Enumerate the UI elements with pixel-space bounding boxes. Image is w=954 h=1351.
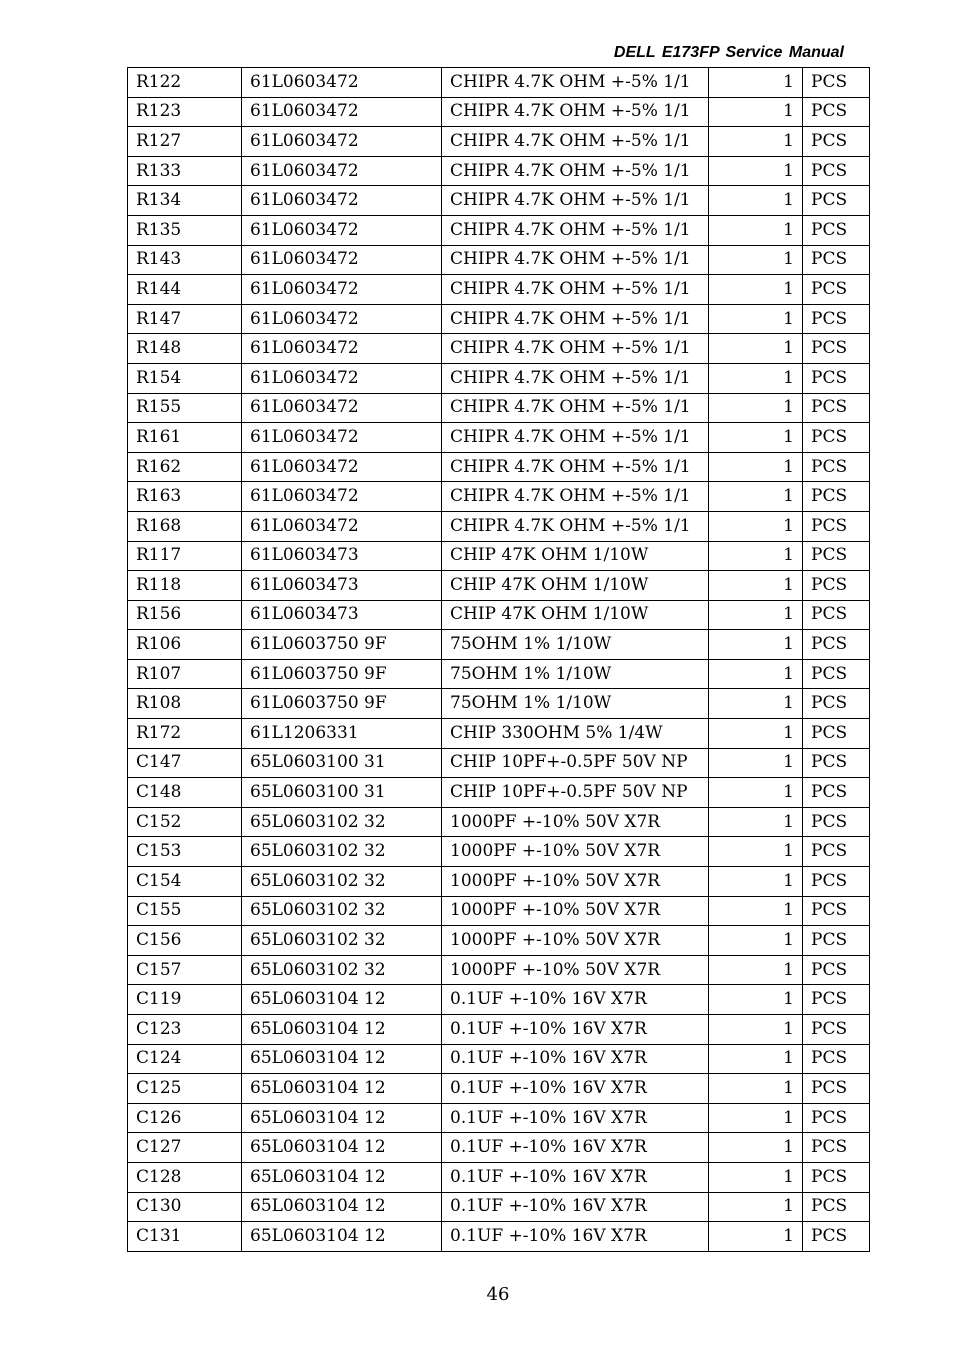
description-cell: 1000PF +-10% 50V X7R [442, 807, 709, 837]
description-cell: 1000PF +-10% 50V X7R [442, 867, 709, 897]
ref-designator-cell: C155 [128, 896, 242, 926]
unit-cell: PCS [803, 1133, 870, 1163]
ref-designator-cell: C125 [128, 1074, 242, 1104]
part-number-cell: 61L0603473 [242, 541, 442, 571]
unit-cell: PCS [803, 867, 870, 897]
ref-designator-cell: C128 [128, 1162, 242, 1192]
part-number-cell: 61L0603750 9F [242, 659, 442, 689]
unit-cell: PCS [803, 719, 870, 749]
ref-designator-cell: R134 [128, 186, 242, 216]
table-row [128, 68, 870, 98]
ref-designator-cell: C153 [128, 837, 242, 867]
description-cell: 0.1UF +-10% 16V X7R [442, 1192, 709, 1222]
description-cell: 1000PF +-10% 50V X7R [442, 955, 709, 985]
part-number-cell: 61L0603472 [242, 156, 442, 186]
unit-cell: PCS [803, 275, 870, 305]
description-cell: CHIPR 4.7K OHM +-5% 1/1 [442, 511, 709, 541]
description-cell: 0.1UF +-10% 16V X7R [442, 1133, 709, 1163]
quantity-cell: 1 [709, 1133, 803, 1163]
unit-cell: PCS [803, 304, 870, 334]
ref-designator-cell: R127 [128, 127, 242, 157]
unit-cell: PCS [803, 541, 870, 571]
unit-cell: PCS [803, 245, 870, 275]
quantity-cell: 1 [709, 926, 803, 956]
quantity-cell: 1 [709, 1222, 803, 1252]
table-row [128, 363, 870, 393]
ref-designator-cell: C152 [128, 807, 242, 837]
unit-cell: PCS [803, 1162, 870, 1192]
description-cell: CHIP 10PF+-0.5PF 50V NP [442, 778, 709, 808]
parts-list-table [127, 67, 870, 1252]
description-cell: 0.1UF +-10% 16V X7R [442, 1222, 709, 1252]
part-number-cell: 61L0603472 [242, 423, 442, 453]
quantity-cell: 1 [709, 689, 803, 719]
table-row [128, 1015, 870, 1045]
table-row [128, 985, 870, 1015]
description-cell: CHIPR 4.7K OHM +-5% 1/1 [442, 156, 709, 186]
part-number-cell: 61L0603473 [242, 571, 442, 601]
table-row [128, 511, 870, 541]
quantity-cell: 1 [709, 1074, 803, 1104]
unit-cell: PCS [803, 363, 870, 393]
description-cell: 0.1UF +-10% 16V X7R [442, 985, 709, 1015]
description-cell: CHIP 47K OHM 1/10W [442, 600, 709, 630]
ref-designator-cell: C127 [128, 1133, 242, 1163]
part-number-cell: 61L0603472 [242, 68, 442, 98]
ref-designator-cell: C131 [128, 1222, 242, 1252]
unit-cell: PCS [803, 1015, 870, 1045]
quantity-cell: 1 [709, 423, 803, 453]
part-number-cell: 65L0603104 12 [242, 1162, 442, 1192]
quantity-cell: 1 [709, 215, 803, 245]
unit-cell: PCS [803, 1074, 870, 1104]
part-number-cell: 61L0603472 [242, 127, 442, 157]
quantity-cell: 1 [709, 1044, 803, 1074]
part-number-cell: 61L0603750 9F [242, 689, 442, 719]
description-cell: CHIPR 4.7K OHM +-5% 1/1 [442, 68, 709, 98]
table-row [128, 837, 870, 867]
table-row [128, 156, 870, 186]
ref-designator-cell: R123 [128, 97, 242, 127]
description-cell: 75OHM 1% 1/10W [442, 630, 709, 660]
ref-designator-cell: R172 [128, 719, 242, 749]
unit-cell: PCS [803, 896, 870, 926]
description-cell: CHIPR 4.7K OHM +-5% 1/1 [442, 393, 709, 423]
quantity-cell: 1 [709, 630, 803, 660]
description-cell: CHIPR 4.7K OHM +-5% 1/1 [442, 245, 709, 275]
part-number-cell: 61L0603472 [242, 452, 442, 482]
table-row [128, 1192, 870, 1222]
quantity-cell: 1 [709, 719, 803, 749]
quantity-cell: 1 [709, 186, 803, 216]
part-number-cell: 65L0603102 32 [242, 896, 442, 926]
part-number-cell: 65L0603104 12 [242, 985, 442, 1015]
part-number-cell: 61L1206331 [242, 719, 442, 749]
ref-designator-cell: C148 [128, 778, 242, 808]
description-cell: 0.1UF +-10% 16V X7R [442, 1162, 709, 1192]
quantity-cell: 1 [709, 68, 803, 98]
description-cell: 1000PF +-10% 50V X7R [442, 926, 709, 956]
quantity-cell: 1 [709, 837, 803, 867]
unit-cell: PCS [803, 511, 870, 541]
ref-designator-cell: C154 [128, 867, 242, 897]
part-number-cell: 61L0603472 [242, 393, 442, 423]
table-row [128, 689, 870, 719]
quantity-cell: 1 [709, 600, 803, 630]
unit-cell: PCS [803, 1044, 870, 1074]
ref-designator-cell: R118 [128, 571, 242, 601]
unit-cell: PCS [803, 778, 870, 808]
unit-cell: PCS [803, 127, 870, 157]
table-row [128, 1103, 870, 1133]
parts-list-body [128, 68, 870, 1252]
ref-designator-cell: R154 [128, 363, 242, 393]
part-number-cell: 61L0603472 [242, 245, 442, 275]
part-number-cell: 61L0603750 9F [242, 630, 442, 660]
table-row [128, 719, 870, 749]
quantity-cell: 1 [709, 571, 803, 601]
quantity-cell: 1 [709, 807, 803, 837]
quantity-cell: 1 [709, 659, 803, 689]
description-cell: CHIPR 4.7K OHM +-5% 1/1 [442, 452, 709, 482]
unit-cell: PCS [803, 482, 870, 512]
part-number-cell: 61L0603472 [242, 334, 442, 364]
ref-designator-cell: R144 [128, 275, 242, 305]
quantity-cell: 1 [709, 275, 803, 305]
quantity-cell: 1 [709, 334, 803, 364]
table-row [128, 127, 870, 157]
quantity-cell: 1 [709, 541, 803, 571]
part-number-cell: 65L0603100 31 [242, 748, 442, 778]
ref-designator-cell: R133 [128, 156, 242, 186]
quantity-cell: 1 [709, 245, 803, 275]
unit-cell: PCS [803, 1222, 870, 1252]
unit-cell: PCS [803, 215, 870, 245]
table-row [128, 955, 870, 985]
ref-designator-cell: C147 [128, 748, 242, 778]
unit-cell: PCS [803, 600, 870, 630]
table-row [128, 600, 870, 630]
ref-designator-cell: R117 [128, 541, 242, 571]
table-row [128, 807, 870, 837]
part-number-cell: 61L0603472 [242, 482, 442, 512]
part-number-cell: 65L0603102 32 [242, 867, 442, 897]
ref-designator-cell: R122 [128, 68, 242, 98]
page-number: 46 [486, 1284, 510, 1305]
table-row [128, 867, 870, 897]
ref-designator-cell: R107 [128, 659, 242, 689]
ref-designator-cell: R156 [128, 600, 242, 630]
unit-cell: PCS [803, 689, 870, 719]
part-number-cell: 65L0603102 32 [242, 837, 442, 867]
part-number-cell: 61L0603472 [242, 186, 442, 216]
ref-designator-cell: R147 [128, 304, 242, 334]
part-number-cell: 65L0603104 12 [242, 1103, 442, 1133]
unit-cell: PCS [803, 926, 870, 956]
table-row [128, 1222, 870, 1252]
description-cell: CHIPR 4.7K OHM +-5% 1/1 [442, 423, 709, 453]
unit-cell: PCS [803, 807, 870, 837]
unit-cell: PCS [803, 985, 870, 1015]
table-row [128, 334, 870, 364]
description-cell: CHIPR 4.7K OHM +-5% 1/1 [442, 334, 709, 364]
page-header-title: DELL E173FP Service Manual [613, 44, 844, 61]
quantity-cell: 1 [709, 1162, 803, 1192]
quantity-cell: 1 [709, 748, 803, 778]
ref-designator-cell: R163 [128, 482, 242, 512]
description-cell: CHIPR 4.7K OHM +-5% 1/1 [442, 186, 709, 216]
table-row [128, 452, 870, 482]
part-number-cell: 61L0603472 [242, 511, 442, 541]
part-number-cell: 61L0603473 [242, 600, 442, 630]
table-row [128, 1044, 870, 1074]
ref-designator-cell: C123 [128, 1015, 242, 1045]
description-cell: CHIP 47K OHM 1/10W [442, 571, 709, 601]
quantity-cell: 1 [709, 482, 803, 512]
table-row [128, 778, 870, 808]
description-cell: CHIP 330OHM 5% 1/4W [442, 719, 709, 749]
description-cell: 1000PF +-10% 50V X7R [442, 837, 709, 867]
table-row [128, 482, 870, 512]
part-number-cell: 65L0603102 32 [242, 807, 442, 837]
ref-designator-cell: R155 [128, 393, 242, 423]
part-number-cell: 65L0603104 12 [242, 1192, 442, 1222]
description-cell: CHIPR 4.7K OHM +-5% 1/1 [442, 304, 709, 334]
quantity-cell: 1 [709, 452, 803, 482]
description-cell: CHIPR 4.7K OHM +-5% 1/1 [442, 215, 709, 245]
quantity-cell: 1 [709, 867, 803, 897]
table-row [128, 393, 870, 423]
ref-designator-cell: R143 [128, 245, 242, 275]
description-cell: 0.1UF +-10% 16V X7R [442, 1103, 709, 1133]
ref-designator-cell: R148 [128, 334, 242, 364]
table-row [128, 215, 870, 245]
ref-designator-cell: R108 [128, 689, 242, 719]
ref-designator-cell: C157 [128, 955, 242, 985]
description-cell: 75OHM 1% 1/10W [442, 659, 709, 689]
part-number-cell: 61L0603472 [242, 275, 442, 305]
table-row [128, 423, 870, 453]
part-number-cell: 65L0603104 12 [242, 1015, 442, 1045]
ref-designator-cell: C126 [128, 1103, 242, 1133]
part-number-cell: 65L0603102 32 [242, 926, 442, 956]
quantity-cell: 1 [709, 985, 803, 1015]
quantity-cell: 1 [709, 1192, 803, 1222]
description-cell: CHIP 47K OHM 1/10W [442, 541, 709, 571]
description-cell: CHIPR 4.7K OHM +-5% 1/1 [442, 97, 709, 127]
table-row [128, 630, 870, 660]
table-row [128, 659, 870, 689]
part-number-cell: 61L0603472 [242, 97, 442, 127]
part-number-cell: 61L0603472 [242, 304, 442, 334]
unit-cell: PCS [803, 68, 870, 98]
description-cell: 0.1UF +-10% 16V X7R [442, 1074, 709, 1104]
ref-designator-cell: C156 [128, 926, 242, 956]
ref-designator-cell: R168 [128, 511, 242, 541]
unit-cell: PCS [803, 571, 870, 601]
table-row [128, 304, 870, 334]
description-cell: 0.1UF +-10% 16V X7R [442, 1015, 709, 1045]
unit-cell: PCS [803, 452, 870, 482]
table-row [128, 571, 870, 601]
table-row [128, 97, 870, 127]
part-number-cell: 65L0603104 12 [242, 1222, 442, 1252]
ref-designator-cell: R135 [128, 215, 242, 245]
quantity-cell: 1 [709, 127, 803, 157]
table-row [128, 896, 870, 926]
table-row [128, 541, 870, 571]
unit-cell: PCS [803, 423, 870, 453]
unit-cell: PCS [803, 955, 870, 985]
description-cell: 75OHM 1% 1/10W [442, 689, 709, 719]
table-row [128, 1074, 870, 1104]
quantity-cell: 1 [709, 393, 803, 423]
unit-cell: PCS [803, 97, 870, 127]
part-number-cell: 61L0603472 [242, 215, 442, 245]
quantity-cell: 1 [709, 955, 803, 985]
table-row [128, 1162, 870, 1192]
ref-designator-cell: R161 [128, 423, 242, 453]
table-row [128, 1133, 870, 1163]
unit-cell: PCS [803, 630, 870, 660]
quantity-cell: 1 [709, 363, 803, 393]
description-cell: CHIPR 4.7K OHM +-5% 1/1 [442, 127, 709, 157]
unit-cell: PCS [803, 1192, 870, 1222]
description-cell: CHIPR 4.7K OHM +-5% 1/1 [442, 275, 709, 305]
quantity-cell: 1 [709, 778, 803, 808]
description-cell: 1000PF +-10% 50V X7R [442, 896, 709, 926]
part-number-cell: 65L0603104 12 [242, 1074, 442, 1104]
description-cell: CHIPR 4.7K OHM +-5% 1/1 [442, 482, 709, 512]
quantity-cell: 1 [709, 1015, 803, 1045]
description-cell: CHIPR 4.7K OHM +-5% 1/1 [442, 363, 709, 393]
table-row [128, 748, 870, 778]
part-number-cell: 65L0603102 32 [242, 955, 442, 985]
quantity-cell: 1 [709, 896, 803, 926]
quantity-cell: 1 [709, 511, 803, 541]
table-row [128, 186, 870, 216]
unit-cell: PCS [803, 156, 870, 186]
part-number-cell: 61L0603472 [242, 363, 442, 393]
unit-cell: PCS [803, 659, 870, 689]
quantity-cell: 1 [709, 97, 803, 127]
description-cell: CHIP 10PF+-0.5PF 50V NP [442, 748, 709, 778]
table-row [128, 926, 870, 956]
unit-cell: PCS [803, 837, 870, 867]
part-number-cell: 65L0603104 12 [242, 1133, 442, 1163]
ref-designator-cell: R106 [128, 630, 242, 660]
quantity-cell: 1 [709, 304, 803, 334]
table-row [128, 245, 870, 275]
unit-cell: PCS [803, 186, 870, 216]
table-row [128, 275, 870, 305]
unit-cell: PCS [803, 334, 870, 364]
ref-designator-cell: C130 [128, 1192, 242, 1222]
unit-cell: PCS [803, 748, 870, 778]
ref-designator-cell: C119 [128, 985, 242, 1015]
unit-cell: PCS [803, 1103, 870, 1133]
part-number-cell: 65L0603104 12 [242, 1044, 442, 1074]
ref-designator-cell: C124 [128, 1044, 242, 1074]
ref-designator-cell: R162 [128, 452, 242, 482]
unit-cell: PCS [803, 393, 870, 423]
quantity-cell: 1 [709, 1103, 803, 1133]
part-number-cell: 65L0603100 31 [242, 778, 442, 808]
quantity-cell: 1 [709, 156, 803, 186]
description-cell: 0.1UF +-10% 16V X7R [442, 1044, 709, 1074]
